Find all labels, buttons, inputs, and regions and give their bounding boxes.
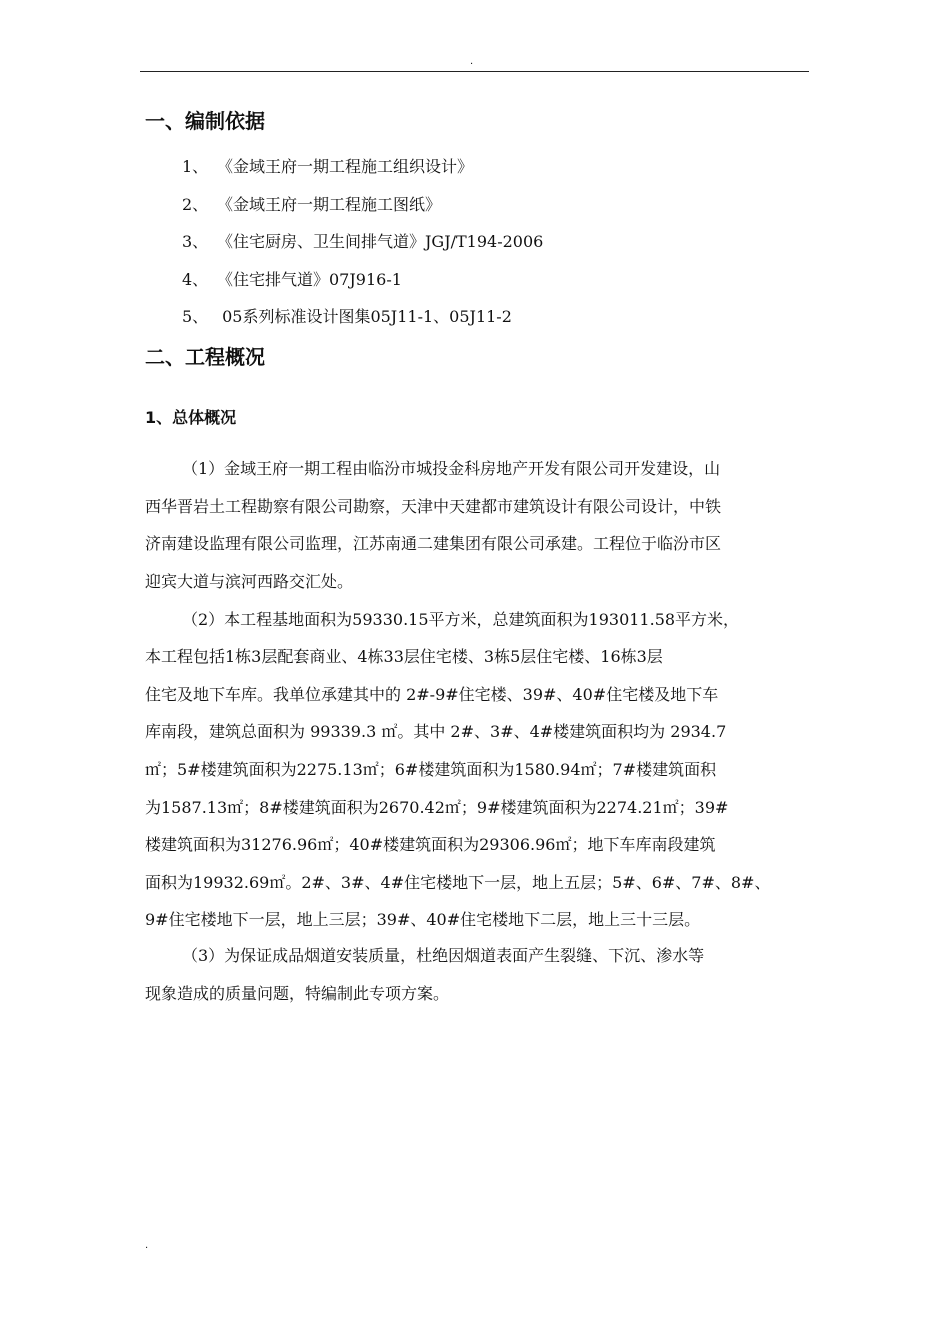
list-item-text: 《住宅排气道》07J916-1 xyxy=(217,270,402,289)
basis-list-item xyxy=(182,194,441,216)
header-rule xyxy=(140,71,809,72)
paragraph-line: 本工程包括1栋3层配套商业、4栋33层住宅楼、3栋5层住宅楼、16栋3层 xyxy=(145,647,663,666)
basis-list-item xyxy=(182,231,543,253)
subsection-heading-general: 1、总体概况 xyxy=(145,408,237,427)
basis-list-item xyxy=(182,269,402,291)
paragraph-line: 住宅及地下车库。我单位承建其中的 2#-9#住宅楼、39#、40#住宅楼及地下车 xyxy=(145,685,719,704)
paragraph-line: 9#住宅楼地下一层，地上三层；39#、40#住宅楼地下二层，地上三十三层。 xyxy=(145,910,701,929)
list-item-text: 《金域王府一期工程施工组织设计》 xyxy=(217,157,474,176)
basis-list-item xyxy=(182,156,473,178)
list-item-number: 2、 xyxy=(182,195,209,214)
header-mark: . xyxy=(470,56,474,67)
list-item-text: 05系列标准设计图集05J11-1、05J11-2 xyxy=(217,307,512,326)
paragraph-line: （3）为保证成品烟道安装质量，杜绝因烟道表面产生裂缝、下沉、渗水等 xyxy=(182,946,705,965)
section-heading-basis: 一、编制依据 xyxy=(145,109,265,133)
paragraph-line: 现象造成的质量问题，特编制此专项方案。 xyxy=(145,984,450,1003)
section-heading-overview: 二、工程概况 xyxy=(145,345,265,369)
paragraph-line: 迎宾大道与滨河西路交汇处。 xyxy=(145,572,354,591)
list-item-number: 3、 xyxy=(182,232,209,251)
paragraph-line: 为1587.13㎡；8#楼建筑面积为2670.42㎡；9#楼建筑面积为2274.21㎡；39# xyxy=(145,798,729,817)
list-item-text: 《住宅厨房、卫生间排气道》JGJ/T194-2006 xyxy=(217,232,544,251)
list-item-number: 4、 xyxy=(182,270,209,289)
paragraph-line: 楼建筑面积为31276.96㎡；40#楼建筑面积为29306.96㎡；地下车库南段建筑 xyxy=(145,835,716,854)
paragraph-line: 面积为19932.69㎡。2#、3#、4#住宅楼地下一层，地上五层；5#、6#、7#、8#、 xyxy=(145,873,771,892)
paragraph-line: 西华晋岩土工程勘察有限公司勘察，天津中天建都市建筑设计有限公司设计，中铁 xyxy=(145,497,722,516)
paragraph-line: 济南建设监理有限公司监理，江苏南通二建集团有限公司承建。工程位于临汾市区 xyxy=(145,534,722,553)
list-item-number: 5、 xyxy=(182,307,209,326)
footer-mark: . xyxy=(145,1240,149,1251)
paragraph-line: （2）本工程基地面积为59330.15平方米，总建筑面积为193011.58平方米， xyxy=(182,610,740,629)
list-item-text: 《金域王府一期工程施工图纸》 xyxy=(217,195,442,214)
basis-list-item xyxy=(182,306,512,328)
paragraph-line: （1）金域王府一期工程由临汾市城投金科房地产开发有限公司开发建设，山 xyxy=(182,459,721,478)
paragraph-line: 库南段，建筑总面积为 99339.3 ㎡。其中 2#、3#、4#楼建筑面积均为 2934.7 xyxy=(145,722,727,741)
list-item-number: 1、 xyxy=(182,157,209,176)
paragraph-line: ㎡；5#楼建筑面积为2275.13㎡；6#楼建筑面积为1580.94㎡；7#楼建筑面积 xyxy=(145,760,717,779)
